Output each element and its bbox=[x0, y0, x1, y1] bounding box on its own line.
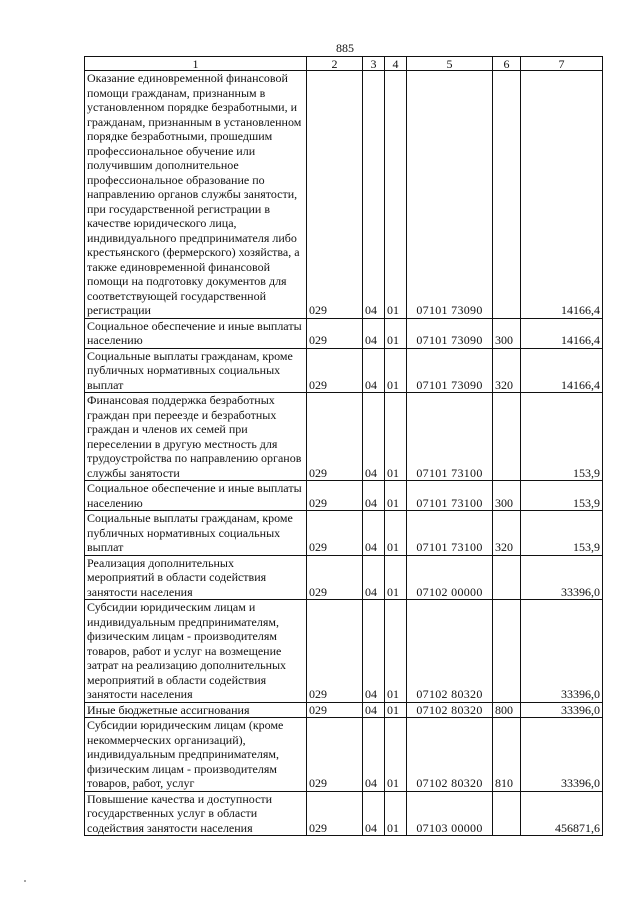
page-number: 885 bbox=[336, 41, 354, 55]
cell-name: Социальные выплаты гражданам, кроме публичных нормативных социальных выплат bbox=[85, 348, 307, 393]
cell-ministry-code: 029 bbox=[307, 555, 363, 600]
cell-section: 04 bbox=[363, 393, 385, 481]
table-row bbox=[85, 481, 603, 511]
cell-section: 04 bbox=[363, 318, 385, 348]
cell-section: 04 bbox=[363, 348, 385, 393]
cell-ministry-code: 029 bbox=[307, 393, 363, 481]
cell-subsection: 01 bbox=[385, 555, 407, 600]
column-header: 6 bbox=[493, 57, 521, 71]
table-row bbox=[85, 718, 603, 792]
cell-expense-type: 810 bbox=[493, 718, 521, 792]
cell-amount: 33396,0 bbox=[521, 600, 603, 703]
cell-ministry-code: 029 bbox=[307, 791, 363, 836]
cell-target-article: 07102 80320 bbox=[407, 718, 493, 792]
table-row bbox=[85, 702, 603, 718]
cell-expense-type: 300 bbox=[493, 318, 521, 348]
cell-section: 04 bbox=[363, 555, 385, 600]
cell-expense-type: 800 bbox=[493, 702, 521, 718]
cell-ministry-code: 029 bbox=[307, 702, 363, 718]
cell-section: 04 bbox=[363, 718, 385, 792]
column-header: 2 bbox=[307, 57, 363, 71]
cell-expense-type bbox=[493, 71, 521, 319]
cell-section: 04 bbox=[363, 791, 385, 836]
cell-name: Оказание единовременной финансовой помощи гражданам, признанным в установленном порядке безработными, и гражданам, признанным в установленном порядке безработными, прошедшим профессиональное обучение или получившим дополнительное профессиональное образование по направлению органов службы занятости, при государственной регистрации в качестве юридического лица, индивидуального предпринимателя либо крестьянского (фермерского) хозяйства, а также единовременной финансовой помощи на подготовку документов для соответствующей государственной регистрации bbox=[85, 71, 307, 319]
cell-target-article: 07101 73100 bbox=[407, 393, 493, 481]
cell-amount: 33396,0 bbox=[521, 702, 603, 718]
cell-amount: 153,9 bbox=[521, 511, 603, 556]
cell-subsection: 01 bbox=[385, 702, 407, 718]
cell-expense-type: 300 bbox=[493, 481, 521, 511]
cell-name: Субсидии юридическим лицам (кроме некоммерческих организаций), индивидуальным предпринимателям, физическим лицам - производителям товаров, работ, услуг bbox=[85, 718, 307, 792]
cell-amount: 33396,0 bbox=[521, 718, 603, 792]
table-row bbox=[85, 71, 603, 319]
table-header-row bbox=[85, 57, 603, 71]
cell-name: Иные бюджетные ассигнования bbox=[85, 702, 307, 718]
cell-name: Повышение качества и доступности государственных услуг в области содействия занятости населения bbox=[85, 791, 307, 836]
cell-subsection: 01 bbox=[385, 318, 407, 348]
table-row bbox=[85, 511, 603, 556]
cell-subsection: 01 bbox=[385, 71, 407, 319]
column-header: 3 bbox=[363, 57, 385, 71]
cell-amount: 14166,4 bbox=[521, 318, 603, 348]
column-header: 1 bbox=[85, 57, 307, 71]
scan-speck bbox=[24, 880, 26, 882]
cell-amount: 456871,6 bbox=[521, 791, 603, 836]
table-row bbox=[85, 348, 603, 393]
cell-target-article: 07101 73100 bbox=[407, 481, 493, 511]
cell-name: Социальное обеспечение и иные выплаты населению bbox=[85, 481, 307, 511]
cell-expense-type: 320 bbox=[493, 511, 521, 556]
cell-ministry-code: 029 bbox=[307, 718, 363, 792]
table-row bbox=[85, 600, 603, 703]
cell-name: Финансовая поддержка безработных граждан при переезде и безработных граждан и членов их семей при переселении в другую местность для трудоустройства по направлению органов службы занятости bbox=[85, 393, 307, 481]
cell-amount: 14166,4 bbox=[521, 71, 603, 319]
table-row bbox=[85, 791, 603, 836]
cell-subsection: 01 bbox=[385, 393, 407, 481]
cell-ministry-code: 029 bbox=[307, 600, 363, 703]
cell-subsection: 01 bbox=[385, 511, 407, 556]
cell-ministry-code: 029 bbox=[307, 511, 363, 556]
cell-expense-type: 320 bbox=[493, 348, 521, 393]
cell-amount: 14166,4 bbox=[521, 348, 603, 393]
cell-name: Социальное обеспечение и иные выплаты населению bbox=[85, 318, 307, 348]
cell-target-article: 07102 00000 bbox=[407, 555, 493, 600]
cell-section: 04 bbox=[363, 481, 385, 511]
cell-expense-type bbox=[493, 791, 521, 836]
cell-section: 04 bbox=[363, 511, 385, 556]
cell-name: Субсидии юридическим лицам и индивидуальным предпринимателям, физическим лицам - производителям товаров, работ и услуг на возмещение затрат на реализацию дополнительных мероприятий в области содействия занятости населения bbox=[85, 600, 307, 703]
column-header: 4 bbox=[385, 57, 407, 71]
cell-name: Реализация дополнительных мероприятий в области содействия занятости населения bbox=[85, 555, 307, 600]
cell-subsection: 01 bbox=[385, 718, 407, 792]
cell-section: 04 bbox=[363, 71, 385, 319]
cell-section: 04 bbox=[363, 600, 385, 703]
cell-target-article: 07102 80320 bbox=[407, 702, 493, 718]
cell-subsection: 01 bbox=[385, 791, 407, 836]
cell-target-article: 07101 73090 bbox=[407, 318, 493, 348]
cell-amount: 153,9 bbox=[521, 481, 603, 511]
cell-subsection: 01 bbox=[385, 348, 407, 393]
cell-expense-type bbox=[493, 393, 521, 481]
cell-amount: 33396,0 bbox=[521, 555, 603, 600]
cell-target-article: 07103 00000 bbox=[407, 791, 493, 836]
cell-name: Социальные выплаты гражданам, кроме публичных нормативных социальных выплат bbox=[85, 511, 307, 556]
cell-target-article: 07101 73090 bbox=[407, 71, 493, 319]
cell-subsection: 01 bbox=[385, 600, 407, 703]
cell-expense-type bbox=[493, 600, 521, 703]
cell-target-article: 07101 73090 bbox=[407, 348, 493, 393]
column-header: 5 bbox=[407, 57, 493, 71]
cell-ministry-code: 029 bbox=[307, 318, 363, 348]
cell-subsection: 01 bbox=[385, 481, 407, 511]
cell-target-article: 07102 80320 bbox=[407, 600, 493, 703]
cell-ministry-code: 029 bbox=[307, 71, 363, 319]
cell-section: 04 bbox=[363, 702, 385, 718]
cell-ministry-code: 029 bbox=[307, 481, 363, 511]
cell-expense-type bbox=[493, 555, 521, 600]
column-header: 7 bbox=[521, 57, 603, 71]
cell-amount: 153,9 bbox=[521, 393, 603, 481]
budget-table bbox=[84, 56, 603, 836]
table-row bbox=[85, 393, 603, 481]
table-row bbox=[85, 555, 603, 600]
cell-target-article: 07101 73100 bbox=[407, 511, 493, 556]
cell-ministry-code: 029 bbox=[307, 348, 363, 393]
table-row bbox=[85, 318, 603, 348]
